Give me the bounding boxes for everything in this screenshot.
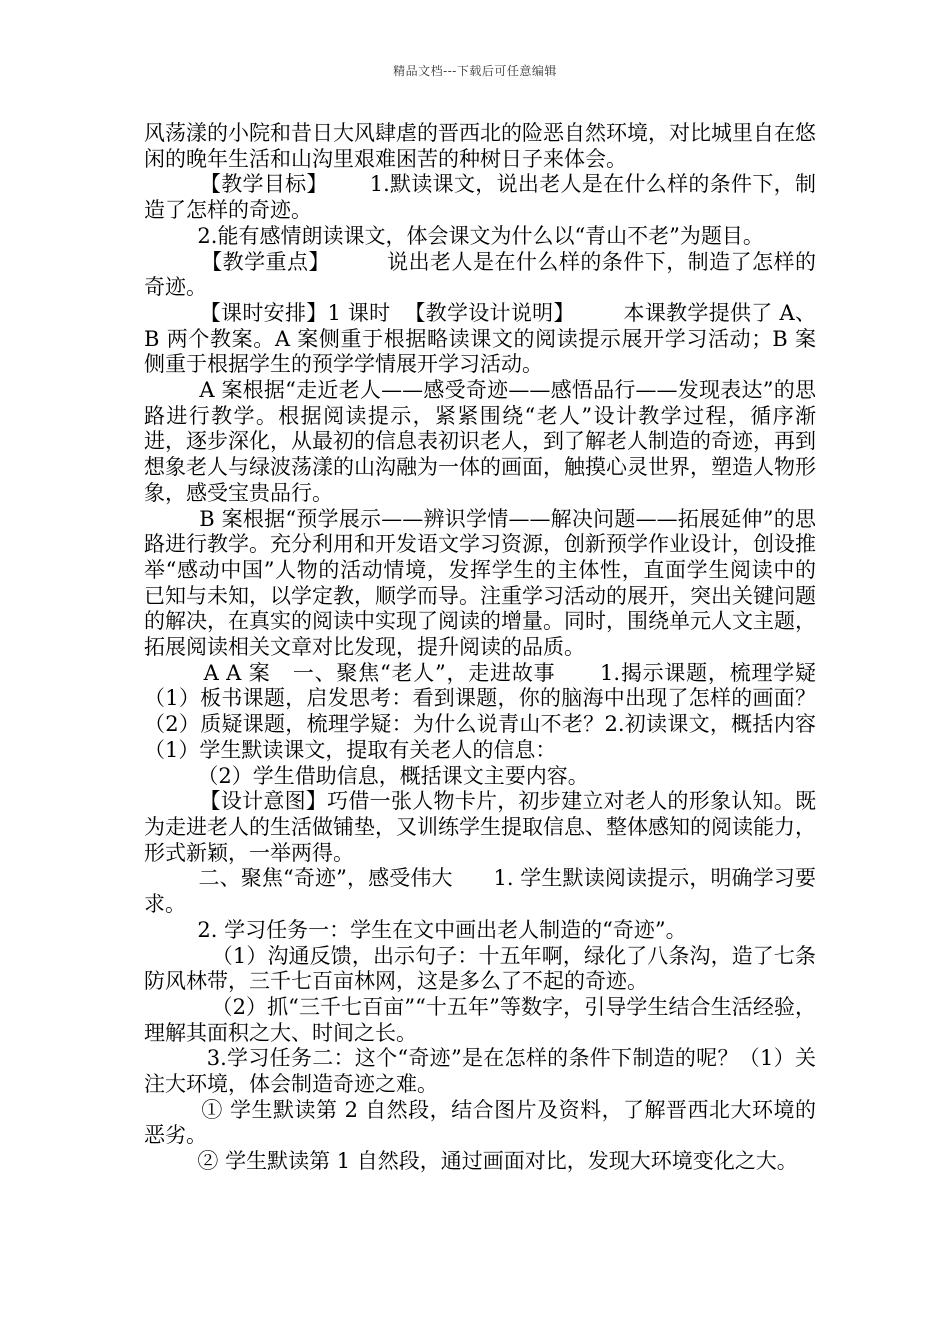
document-body (144, 121, 857, 1175)
paragraph: 风荡漾的小院和昔日大风肆虐的晋西北的险恶自然环境，对比城里自在悠闲的晚年生活和山沟里艰难困苦的种树日子来体会。 (144, 121, 816, 171)
paragraph: 【教学目标】 1.默读课文，说出老人是在什么样的条件下，制造了怎样的奇迹。 (144, 172, 816, 223)
paragraph: A A 案 一、聚焦“老人”，走进故事 1.揭示课题，梳理学疑 （1）板书课题，启发思考：看到课题，你的脑海中出现了怎样的画面？ （2）质疑课题，梳理学疑：为什么说青山不老？2.初读课文，概括内容 （1）学生默读课文，提取有关老人的信息： (144, 660, 857, 762)
paragraph: 【教学重点】 说出老人是在什么样的条件下，制造了怎样的奇迹。 (144, 249, 816, 300)
paragraph: （2）抓“三千七百亩”“十五年”等数字，引导学生结合生活经验，理解其面积之大、时间之长。 (144, 994, 816, 1045)
paragraph: 【课时安排】1 课时 【教学设计说明】 本课教学提供了 A、B 两个教案。A 案侧重于根据略读课文的阅读提示展开学习活动；B 案侧重于根据学生的预学学情展开学习活动。 (144, 300, 817, 377)
paragraph: A 案根据“走近老人——感受奇迹——感悟品行——发现表达”的思路进行教学。根据阅读提示，紧紧围绕“老人”设计教学过程，循序渐进，逐步深化，从最初的信息表初识老人，到了解老人制造的奇迹，再到想象老人与绿波荡漾的山沟融为一体的画面，触摸心灵世界，塑造人物形象，感受宝贵品行。 (144, 378, 817, 505)
page-header: 精品文档---下载后可任意编辑 (393, 64, 557, 78)
paragraph: ② 学生默读第 1 自然段，通过画面对比，发现大环境变化之大。 (144, 1149, 798, 1174)
paragraph: 【设计意图】巧借一张人物卡片，初步建立对老人的形象认知。既为走进老人的生活做铺垫，又训练学生提取信息、整体感知的阅读能力，形式新颖，一举两得。 (144, 789, 817, 865)
paragraph: ① 学生默读第 2 自然段，结合图片及资料，了解晋西北大环境的恶劣。 (144, 1097, 816, 1148)
paragraph: （1）沟通反馈，出示句子：十五年啊，绿化了八条沟，造了七条防风林带，三千七百亩林网，这是多么了不起的奇迹。 (144, 943, 816, 994)
paragraph: B 案根据“预学展示——辨识学情——解决问题——拓展延伸”的思路进行教学。充分利用和开发语文学习资源，创新预学作业设计，创设推举“感动中国”人物的活动情境，发挥学生的主体性，直面学生阅读中的已知与未知，以学定教，顺学而导。注重学习活动的展开，突出关键问题的解决，在真实的阅读中实现了阅读的增量。同时，围绕单元人文主题，拓展阅读相关文章对比发现，提升阅读的品质。 (144, 506, 817, 660)
paragraph: 3.学习任务二：这个“奇迹”是在怎样的条件下制造的呢？（1）关注大环境，体会制造奇迹之难。 (144, 1046, 816, 1097)
paragraph: （2）学生借助信息，概括课文主要内容。 (144, 763, 589, 788)
paragraph: 2.能有感情朗读课文，体会课文为什么以“青山不老”为题目。 (144, 223, 764, 248)
paragraph: 2. 学习任务一：学生在文中画出老人制造的“奇迹”。 (144, 917, 687, 942)
paragraph: 二、聚焦“奇迹”，感受伟大 1. 学生默读阅读提示，明确学习要求。 (144, 866, 816, 917)
